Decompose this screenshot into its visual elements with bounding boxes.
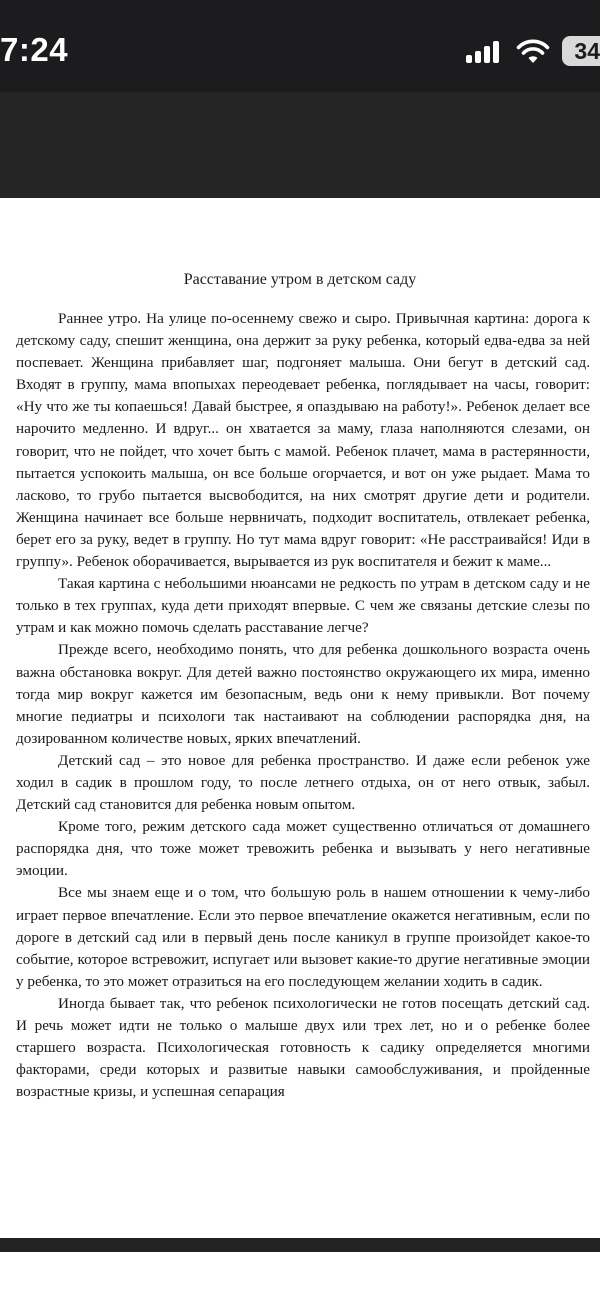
battery-icon: 34 bbox=[562, 36, 600, 66]
bottom-bar bbox=[0, 1238, 600, 1252]
paragraph: Иногда бывает так, что ребенок психологически не готов посещать детский сад. И речь может идти не только о малыше двух или трех лет, но и о ребенке более старшего возраста. Психологическая готовность к садику определяется многими факторами, среди которых и развитые навыки самообслуживания, и пройденные возрастные кризы, и успешная сепарация bbox=[16, 994, 590, 1101]
paragraph: Раннее утро. На улице по-осеннему свежо и сыро. Привычная картина: дорога к детскому саду, спешит женщина, она держит за руку ребенка, который едва-едва за ней поспевает. Женщина прибавляет шаг, подгоняет малыша. Они бегут в детский сад. Входят в группу, мама впопыхах переодевает ребенка, поглядывает на часы, говорит: «Ну что же ты копаешься! Давай быстрее, я опаздываю на работу!». Ребенок делает все нарочито медленно. И вдруг... он хватается за маму, глаза наполняются слезами, он говорит, что не пойдет, что хочет быть с мамой. Ребенок плачет, мама в растерянности, пытается успокоить малыша, он все больше огорчается, и вот он уже рыдает. Мама то ласково, то грубо пытается высвободится, на них смотрят другие дети и родители. Женщина начинает все больше нервничать, подходит воспитатель, отвлекает ребенка, берет его за руку, ведет в группу. Но тут мама вдруг говорит: «Не расстраивайся! Иди в группу». Ребенок оборачивается, вырывается из рук воспитателя и бежит к маме... bbox=[16, 310, 590, 571]
status-icons bbox=[466, 34, 600, 68]
document-body bbox=[16, 308, 590, 1238]
top-toolbar bbox=[0, 92, 600, 198]
bottom-area bbox=[0, 1252, 600, 1298]
signal-icon bbox=[466, 39, 502, 63]
document-page bbox=[0, 198, 600, 1238]
status-time: 7:24 bbox=[0, 31, 69, 68]
paragraph: Кроме того, режим детского сада может существенно отличаться от домашнего распорядка дня, что тоже может тревожить ребенка и вызывать у него негативные эмоции. bbox=[16, 818, 590, 880]
status-bar bbox=[0, 0, 600, 92]
wifi-icon bbox=[516, 38, 550, 64]
paragraph: Детский сад – это новое для ребенка пространство. И даже если ребенок уже ходил в садик в прошлом году, то после летнего отдыха, он от него отвык, забыл. Детский сад становится для ребенка новым опытом. bbox=[16, 751, 590, 814]
document-title: Расставание утром в детском саду bbox=[183, 271, 417, 288]
paragraph: Такая картина с небольшими нюансами не редкость по утрам в детском саду и не только в тех группах, куда дети приходят впервые. С чем же связаны детские слезы по утрам и как можно помочь сделать расставание легче? bbox=[16, 575, 590, 637]
paragraph: Все мы знаем еще и о том, что большую роль в нашем отношении к чему-либо играет первое впечатление. Если это первое впечатление окажется негативным, если по дороге в детский сад или в первый день после каникул в группе произойдет какое-то событие, которое встревожит, испугает или вызовет какие-то другие негативные эмоции у ребенка, то это может отразиться на его последующем желании ходить в садик. bbox=[16, 884, 590, 990]
paragraph: Прежде всего, необходимо понять, что для ребенка дошкольного возраста очень важна обстановка вокруг. Для детей важно постоянство окружающего их мира, именно тогда мир вокруг кажется им безопасным, ведь они к нему привыкли. Вот почему многие педиатры и психологи так настаивают на соблюдении распорядка дня, на дозированном количестве новых, ярких впечатлений. bbox=[16, 641, 590, 747]
